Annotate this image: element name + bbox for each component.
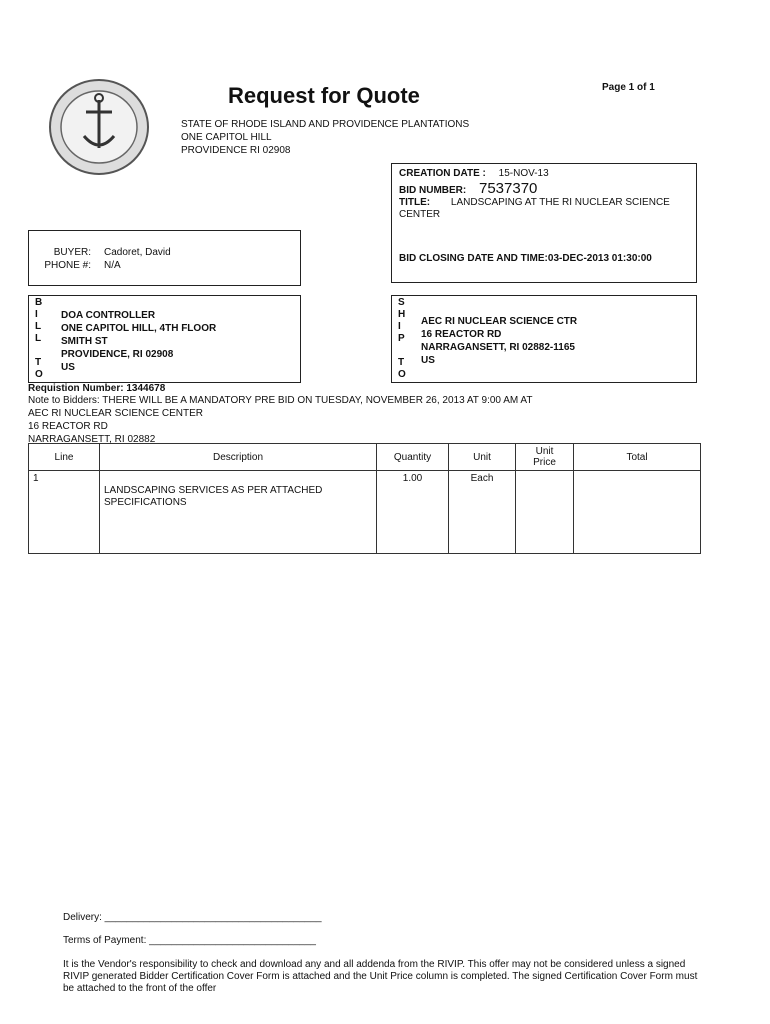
- agency-line: ONE CAPITOL HILL: [181, 132, 272, 143]
- phone-label: PHONE #:: [44, 260, 91, 271]
- cell-quantity: 1.00: [377, 471, 449, 554]
- title-label: TITLE:: [399, 197, 431, 208]
- cell-line: 1: [29, 471, 100, 554]
- creation-date: 15-NOV-13: [498, 168, 549, 179]
- bill-to-address: DOA CONTROLLER ONE CAPITOL HILL, 4TH FLOOR SMITH ST PROVIDENCE, RI 02908 US: [61, 310, 217, 373]
- creation-date-label: CREATION DATE :: [399, 168, 486, 179]
- ship-to-letters: S H I P T O: [398, 297, 406, 380]
- title-line2: CENTER: [399, 209, 441, 220]
- col-quantity: Quantity: [377, 444, 449, 471]
- col-total: Total: [574, 444, 701, 471]
- col-description: Description: [100, 444, 377, 471]
- requisition-number: Requistion Number: 1344678: [28, 383, 166, 394]
- bid-info-box: [391, 163, 697, 283]
- vendor-disclaimer: It is the Vendor's responsibility to check and download any and all addenda from the RIVIP. This offer may not be considered unless a signed RIVIP generated Bidder Certification Cover Form is attached and the Unit Price column is completed. The signed Certification Cover Form must be attached to the front of the offer: [63, 959, 698, 994]
- agency-line: STATE OF RHODE ISLAND AND PROVIDENCE PLANTATIONS: [181, 119, 470, 130]
- ship-to-address: AEC RI NUCLEAR SCIENCE CTR 16 REACTOR RD NARRAGANSETT, RI 02882-1165 US: [421, 316, 578, 366]
- bid-number-label: BID NUMBER:: [399, 185, 467, 196]
- terms-of-payment-line: Terms of Payment: ______________________________: [63, 935, 316, 946]
- table-row: [29, 471, 701, 554]
- col-unit: Unit: [449, 444, 516, 471]
- agency-line: PROVIDENCE RI 02908: [181, 145, 291, 156]
- delivery-line: Delivery: _______________________________________: [63, 912, 322, 923]
- state-seal: [48, 78, 150, 176]
- bid-closing: BID CLOSING DATE AND TIME:03-DEC-2013 01:30:00: [399, 253, 652, 264]
- cell-description: LANDSCAPING SERVICES AS PER ATTACHED SPECIFICATIONS: [100, 471, 377, 554]
- buyer-label: BUYER:: [53, 247, 91, 258]
- phone-value: N/A: [104, 260, 121, 271]
- col-line: Line: [29, 444, 100, 471]
- buyer-name: Cadoret, David: [104, 247, 171, 258]
- agency-address: [181, 118, 469, 157]
- bill-to-box: [28, 295, 301, 383]
- buyer-box: [28, 230, 301, 286]
- ship-to-box: [391, 295, 697, 383]
- title-line1: LANDSCAPING AT THE RI NUCLEAR SCIENCE: [450, 197, 670, 208]
- cell-unit-price: [516, 471, 574, 554]
- cell-total: [574, 471, 701, 554]
- col-unit-price: Unit Price: [516, 444, 574, 471]
- table-header-row: [29, 444, 701, 471]
- note-to-bidders: Note to Bidders: THERE WILL BE A MANDATORY PRE BID ON TUESDAY, NOVEMBER 26, 2013 AT 9:00 AM AT AEC RI NUCLEAR SCIENCE CENTER 16 REACTOR RD NARRAGANSETT, RI 02882: [28, 395, 533, 445]
- page-title: Request for Quote: [228, 83, 420, 108]
- cell-unit: Each: [449, 471, 516, 554]
- bill-to-letters: B I L L T O: [35, 297, 43, 380]
- page-number: Page 1 of 1: [602, 82, 655, 93]
- line-items-table: [28, 443, 701, 554]
- bid-number: 7537370: [479, 180, 538, 197]
